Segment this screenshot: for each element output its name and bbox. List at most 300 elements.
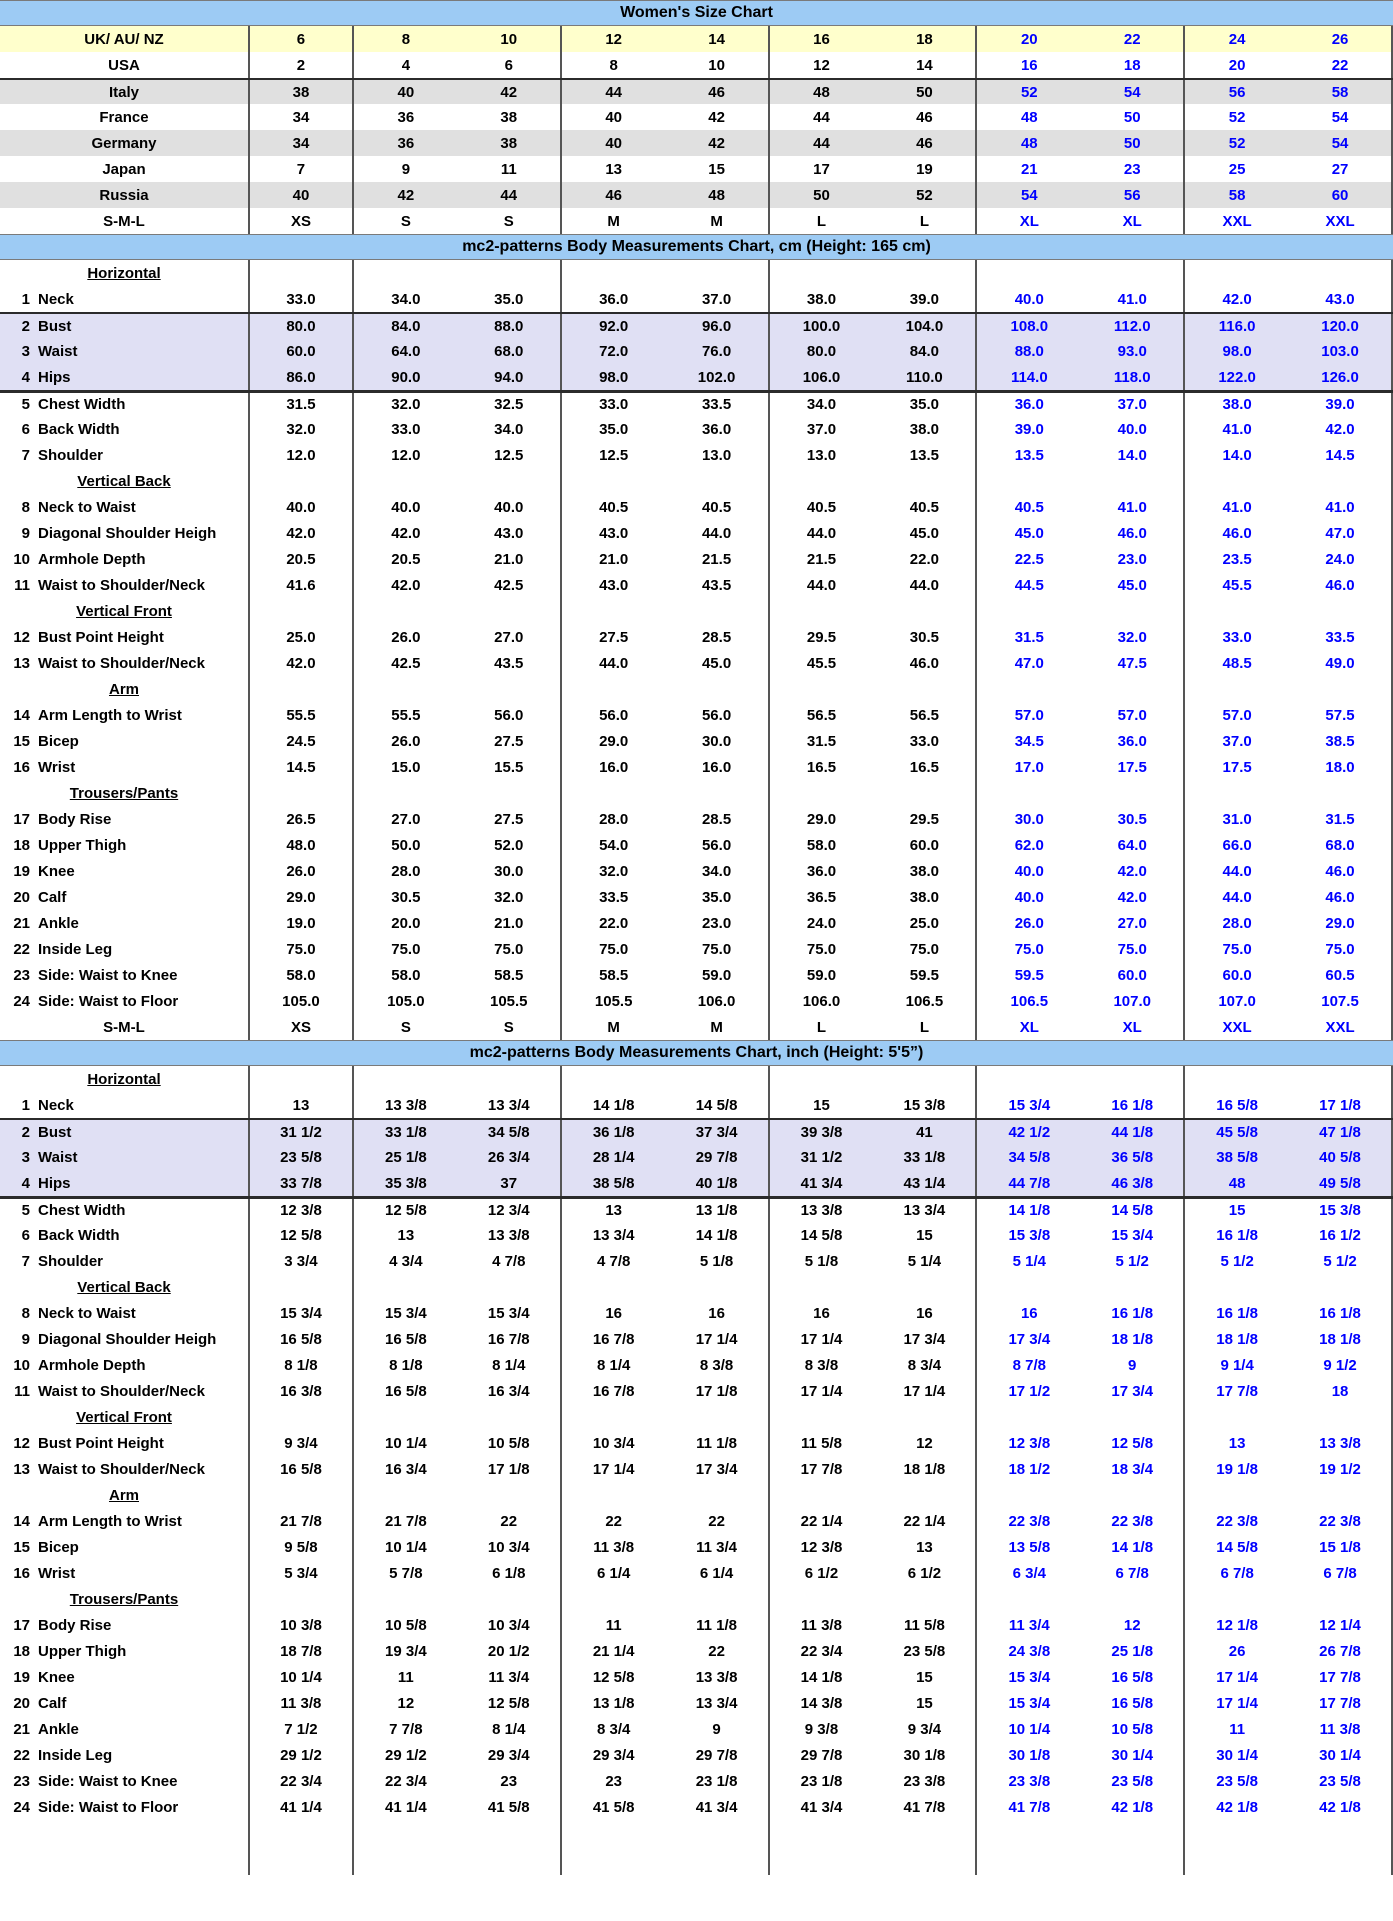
cell: 10 — [666, 52, 770, 78]
cell — [458, 1066, 562, 1092]
cell: 29 1/2 — [250, 1742, 354, 1768]
cell: 14.5 — [1289, 442, 1393, 468]
cell: 9 3/4 — [250, 1430, 354, 1456]
row-label — [0, 208, 250, 234]
row-label-text: Wrist — [38, 758, 76, 776]
cell: 40.5 — [1014, 498, 1044, 516]
cell: 16 7/8 — [592, 1382, 635, 1400]
cell: 37.0 — [1222, 732, 1252, 750]
section-heading-label: Vertical Front — [76, 1408, 172, 1426]
cell: 14 5/8 — [800, 1226, 843, 1244]
cell: 41.0 — [1081, 494, 1185, 520]
table-row — [0, 1144, 1393, 1170]
cell: 39.0 — [1289, 393, 1393, 416]
cell: 5 7/8 — [389, 1564, 423, 1582]
cell: 84.0 — [873, 338, 977, 364]
table-row — [0, 572, 1393, 598]
cell: 12 — [873, 1430, 977, 1456]
row-label-text: Waist to Shoulder/Neck — [38, 1382, 205, 1400]
cell: 40.5 — [806, 498, 837, 516]
cell: 41.0 — [1289, 494, 1393, 520]
cell: 24.0 — [806, 914, 837, 932]
cell: 27.5 — [458, 728, 562, 754]
row-label — [0, 1092, 250, 1118]
cell: 105.5 — [458, 988, 562, 1014]
cell: 13 — [605, 160, 623, 178]
cell — [250, 1586, 354, 1612]
cell — [354, 676, 458, 702]
cell: 42 1/2 — [1008, 1123, 1051, 1141]
cell: 5 1/4 — [1012, 1252, 1046, 1270]
cell — [666, 1066, 770, 1092]
row-number: 18 — [13, 1642, 30, 1660]
cell: 42.0 — [391, 576, 421, 594]
cell — [1289, 1404, 1393, 1430]
cell: 12 5/8 — [458, 1690, 562, 1716]
cell: 23 3/8 — [1008, 1772, 1051, 1790]
cell: 17 7/8 — [1216, 1382, 1258, 1400]
cell: 52.0 — [458, 832, 562, 858]
cell: 40.0 — [391, 498, 421, 516]
cell: 17 — [813, 160, 830, 178]
section-heading-label: Horizontal — [87, 264, 161, 282]
cell: 48 — [1020, 134, 1038, 152]
cell: 22 — [1081, 26, 1185, 52]
cell: 10 5/8 — [385, 1616, 427, 1634]
section-heading-row — [0, 1586, 1393, 1612]
row-label — [0, 676, 250, 702]
section-heading-label: Vertical Front — [76, 602, 172, 620]
cell — [1289, 468, 1393, 494]
cell: 26.0 — [391, 628, 421, 646]
cell: 56.0 — [458, 702, 562, 728]
cell — [458, 676, 562, 702]
cell: 43 1/4 — [873, 1170, 977, 1196]
cell: 105.0 — [250, 988, 354, 1014]
cell: 44 7/8 — [1008, 1174, 1051, 1192]
row-label — [0, 1768, 250, 1794]
cell: 41.0 — [1222, 420, 1252, 438]
cell: 16.0 — [599, 758, 629, 776]
cell: 44.0 — [666, 520, 770, 546]
table-row — [0, 1248, 1393, 1274]
cell: 38 — [458, 130, 562, 156]
table-row — [0, 1690, 1393, 1716]
cell: 30.0 — [666, 728, 770, 754]
row-label-text: Bust — [38, 1123, 72, 1141]
cell: 5 1/8 — [804, 1252, 839, 1270]
cell: 13 5/8 — [1008, 1538, 1051, 1556]
table-row — [0, 1300, 1393, 1326]
cell: 15 3/4 — [1008, 1668, 1051, 1686]
cell — [1185, 676, 1289, 702]
cell: 19 3/4 — [385, 1642, 427, 1660]
cell: 20 — [1228, 56, 1246, 74]
cell — [1289, 1482, 1393, 1508]
row-label — [0, 1482, 250, 1508]
cell: 20.0 — [391, 914, 421, 932]
cell: 58 — [1228, 186, 1246, 204]
cell: 13 1/8 — [666, 1199, 770, 1222]
cell: 23 3/8 — [873, 1768, 977, 1794]
cell: 30.5 — [1081, 806, 1185, 832]
cell: 11 1/8 — [666, 1612, 770, 1638]
row-label-text: Shoulder — [38, 1252, 104, 1270]
table-row — [0, 312, 1393, 338]
cell — [977, 468, 1081, 494]
cell: 40.5 — [599, 498, 629, 516]
cell: 44.0 — [599, 654, 629, 672]
cell: 93.0 — [1081, 338, 1185, 364]
cell: 8 1/8 — [250, 1352, 354, 1378]
row-label-text: Ankle — [38, 914, 79, 932]
cell: 15 3/8 — [1289, 1199, 1393, 1222]
cell: 75.0 — [391, 940, 421, 958]
cell: 126.0 — [1289, 364, 1393, 390]
cell: 17 1/4 — [873, 1378, 977, 1404]
cell: 8 3/8 — [804, 1356, 839, 1374]
row-number: 2 — [21, 317, 30, 335]
cell: 34.0 — [666, 858, 770, 884]
table-row — [0, 1716, 1393, 1742]
cell: 15 — [813, 1096, 830, 1114]
table-row — [0, 390, 1393, 416]
row-label — [0, 468, 250, 494]
cell: 120.0 — [1289, 314, 1393, 338]
cell: 56 — [1081, 182, 1185, 208]
row-label — [0, 1612, 250, 1638]
cell — [1185, 598, 1289, 624]
row-label-text: France — [99, 108, 149, 126]
cell: 27.5 — [458, 806, 562, 832]
row-label — [0, 1456, 250, 1482]
cell: 18 1/8 — [1216, 1330, 1258, 1348]
cell: 14 5/8 — [1216, 1538, 1258, 1556]
cell — [562, 676, 666, 702]
cell: 41.0 — [1222, 498, 1252, 516]
table-row — [0, 104, 1393, 130]
row-label-text: Waist to Shoulder/Neck — [38, 654, 205, 672]
cell: 26 — [1228, 1642, 1246, 1660]
cell: 36 — [397, 108, 415, 126]
cell: 92.0 — [599, 317, 629, 335]
row-label-text: Diagonal Shoulder Heigh — [38, 1330, 217, 1348]
cell: 40.0 — [1014, 290, 1044, 308]
table-row — [0, 494, 1393, 520]
cell: 8 1/4 — [596, 1356, 631, 1374]
cell: 23.0 — [666, 910, 770, 936]
cell — [1081, 1482, 1185, 1508]
row-label — [0, 520, 250, 546]
cell: 16 — [813, 30, 830, 48]
cell — [354, 598, 458, 624]
cell: 34.5 — [1014, 732, 1044, 750]
cell: 40.0 — [1014, 862, 1044, 880]
cell: 11 3/8 — [1289, 1716, 1393, 1742]
row-label — [0, 1014, 250, 1040]
row-label — [0, 936, 250, 962]
cell: 64.0 — [1081, 832, 1185, 858]
cell: 86.0 — [250, 364, 354, 390]
row-number: 19 — [13, 862, 30, 880]
cell: 16 1/2 — [1289, 1222, 1393, 1248]
cell: 24.0 — [1289, 546, 1393, 572]
cell: 6 1/2 — [804, 1564, 839, 1582]
row-number: 5 — [21, 1202, 30, 1219]
cell: 8 1/4 — [458, 1352, 562, 1378]
cell: 40.0 — [458, 494, 562, 520]
cell: 10 3/4 — [592, 1434, 635, 1452]
cell: 14 1/8 — [1081, 1534, 1185, 1560]
row-label — [0, 1378, 250, 1404]
cell: XXL — [1222, 1018, 1252, 1036]
row-number: 19 — [13, 1668, 30, 1686]
cell: 17 1/8 — [1289, 1092, 1393, 1118]
cell: 22 1/4 — [873, 1508, 977, 1534]
row-number: 6 — [21, 1226, 30, 1244]
cell: 31.5 — [1289, 806, 1393, 832]
cell: 106.0 — [666, 988, 770, 1014]
cell: 29 7/8 — [800, 1746, 843, 1764]
cell: 43.0 — [1289, 286, 1393, 312]
size-conversion-table — [0, 0, 1393, 234]
row-label — [0, 1534, 250, 1560]
cell: XL — [1081, 1014, 1185, 1040]
cell: 19 1/2 — [1289, 1456, 1393, 1482]
cell: 28.0 — [391, 862, 421, 880]
cell — [770, 780, 874, 806]
cell: 13 — [1228, 1434, 1246, 1452]
cell: 59.0 — [666, 962, 770, 988]
cell: M — [666, 1014, 770, 1040]
cell: S — [458, 1014, 562, 1040]
row-label-text: Japan — [102, 160, 146, 178]
cell: 36 1/8 — [592, 1123, 635, 1141]
row-label-text: Chest Width — [38, 396, 126, 413]
cell: 41 5/8 — [458, 1794, 562, 1820]
cell: 23 5/8 — [250, 1144, 354, 1170]
cell: 43.0 — [599, 576, 629, 594]
cell: 17 1/4 — [1216, 1668, 1258, 1686]
cell: 16 3/4 — [458, 1378, 562, 1404]
cell: 18.0 — [1289, 754, 1393, 780]
cell: 47 1/8 — [1289, 1120, 1393, 1144]
table-row — [0, 338, 1393, 364]
cell: 21.0 — [458, 910, 562, 936]
cell: 13 — [873, 1534, 977, 1560]
cell: 16 — [1020, 56, 1038, 74]
cell — [1289, 1066, 1393, 1092]
cell — [1289, 1820, 1393, 1875]
cell: 45.0 — [1081, 572, 1185, 598]
cell — [666, 780, 770, 806]
cell: 4 7/8 — [458, 1248, 562, 1274]
cell: 17 3/4 — [666, 1456, 770, 1482]
row-number: 12 — [13, 628, 30, 646]
table-title: Women's Size Chart — [0, 0, 1393, 26]
row-label — [0, 1352, 250, 1378]
cell: 38 5/8 — [592, 1174, 635, 1192]
cell — [1081, 260, 1185, 286]
cell — [1289, 260, 1393, 286]
cell: 58.5 — [458, 962, 562, 988]
cell: 75.0 — [873, 936, 977, 962]
cell: 39.0 — [873, 286, 977, 312]
cell: 17 1/4 — [1216, 1694, 1258, 1712]
cell: 20 — [1020, 30, 1038, 48]
cell — [354, 780, 458, 806]
table-row — [0, 1092, 1393, 1118]
table-row — [0, 130, 1393, 156]
cell: 10 — [458, 26, 562, 52]
table-row — [0, 1560, 1393, 1586]
cell: 37 — [458, 1170, 562, 1196]
row-number: 6 — [21, 420, 30, 438]
cell: 3 3/4 — [250, 1248, 354, 1274]
section-heading-row — [0, 1274, 1393, 1300]
cell: 45.0 — [1014, 524, 1044, 542]
cell: 27.5 — [599, 628, 629, 646]
cell: XL — [1081, 208, 1185, 234]
cell: 64.0 — [391, 342, 421, 360]
cell: 31 1/2 — [800, 1148, 843, 1166]
cell: 49 5/8 — [1289, 1170, 1393, 1196]
cell: 22 — [666, 1638, 770, 1664]
cell: 4 3/4 — [389, 1252, 423, 1270]
table-row — [0, 858, 1393, 884]
cell: 6 3/4 — [1012, 1564, 1046, 1582]
cell: 16 5/8 — [385, 1382, 427, 1400]
cell: 35.0 — [458, 286, 562, 312]
cell: 34.0 — [458, 416, 562, 442]
cell — [458, 1482, 562, 1508]
cell: S — [458, 208, 562, 234]
row-label — [0, 1586, 250, 1612]
cell — [873, 780, 977, 806]
cell: 41 3/4 — [800, 1174, 843, 1192]
cell: 18 1/8 — [873, 1456, 977, 1482]
cell — [1185, 1404, 1289, 1430]
table-row — [0, 1638, 1393, 1664]
cell: 58 — [1289, 80, 1393, 104]
cell: 106.5 — [873, 988, 977, 1014]
cell — [250, 676, 354, 702]
cell: 46.0 — [1289, 858, 1393, 884]
cell: 48 — [813, 83, 830, 101]
row-label — [0, 442, 250, 468]
row-label — [0, 1508, 250, 1534]
cell: 12 5/8 — [592, 1668, 635, 1686]
row-number: 7 — [21, 446, 30, 464]
row-label — [0, 1742, 250, 1768]
cell: 42.0 — [391, 524, 421, 542]
table-row — [0, 988, 1393, 1014]
cell: 16 1/8 — [1081, 1300, 1185, 1326]
cell — [1081, 1274, 1185, 1300]
cell: 22.5 — [1014, 550, 1044, 568]
cell: 23.5 — [1222, 550, 1252, 568]
cell — [562, 468, 666, 494]
row-label — [0, 806, 250, 832]
cell: 42.0 — [1222, 290, 1252, 308]
cell — [562, 1482, 666, 1508]
cell — [354, 468, 458, 494]
cell: 18 — [873, 26, 977, 52]
cell: 20 1/2 — [458, 1638, 562, 1664]
cell: 16 5/8 — [385, 1330, 427, 1348]
cell: 52 — [1228, 134, 1246, 152]
cell: 19.0 — [250, 910, 354, 936]
cell: 107.0 — [1081, 988, 1185, 1014]
cell: 32.0 — [391, 396, 421, 413]
cell: 16 5/8 — [1081, 1664, 1185, 1690]
cell: 16.0 — [666, 754, 770, 780]
cell: 80.0 — [250, 314, 354, 338]
row-label — [0, 650, 250, 676]
cell: 36.5 — [806, 888, 837, 906]
cell: 75.0 — [1289, 936, 1393, 962]
cell: 42 1/8 — [1216, 1798, 1258, 1816]
cell: L — [816, 1018, 827, 1036]
cell: 59.0 — [806, 966, 837, 984]
cell: 58.0 — [806, 836, 837, 854]
cell: 5 1/2 — [1289, 1248, 1393, 1274]
cell: 96.0 — [666, 314, 770, 338]
row-label — [0, 780, 250, 806]
row-label-text: Bust Point Height — [38, 1434, 164, 1452]
cell: 16 1/8 — [1289, 1300, 1393, 1326]
cell: 25.0 — [873, 910, 977, 936]
cell: 14 5/8 — [666, 1092, 770, 1118]
cell: 46.0 — [873, 650, 977, 676]
cell: 57.0 — [1081, 702, 1185, 728]
cell: 103.0 — [1289, 338, 1393, 364]
row-label-text: Neck to Waist — [38, 1304, 136, 1322]
cell: 26.0 — [391, 732, 421, 750]
row-label-text: Ankle — [38, 1720, 79, 1738]
row-label — [0, 26, 250, 52]
cell: 58.5 — [599, 966, 629, 984]
row-label — [0, 1170, 250, 1196]
cell: 46 — [666, 80, 770, 104]
cell: 9 — [666, 1716, 770, 1742]
table-row — [0, 1170, 1393, 1196]
cell: 33.5 — [666, 393, 770, 416]
row-label-text: Hips — [38, 1174, 71, 1192]
cell: 42.0 — [250, 520, 354, 546]
cell: 15 — [873, 1690, 977, 1716]
cell: 30.5 — [873, 624, 977, 650]
cell: 15 — [873, 1664, 977, 1690]
section-heading-row — [0, 676, 1393, 702]
cell: 15 3/4 — [458, 1300, 562, 1326]
cell: 106.0 — [802, 992, 841, 1010]
row-number: 3 — [21, 1148, 30, 1166]
cell — [1289, 780, 1393, 806]
cell: 28.0 — [1222, 914, 1252, 932]
table-row — [0, 416, 1393, 442]
cell — [1081, 1820, 1185, 1875]
cell: 13 3/4 — [873, 1199, 977, 1222]
cell: 33 1/8 — [873, 1144, 977, 1170]
cell — [562, 780, 666, 806]
cell: 11 3/8 — [593, 1538, 635, 1556]
cell — [873, 1066, 977, 1092]
cell: 34 5/8 — [1008, 1148, 1051, 1166]
cell: 17 7/8 — [1289, 1690, 1393, 1716]
cell: 9 5/8 — [250, 1534, 354, 1560]
cell: 22 3/8 — [1008, 1512, 1051, 1530]
